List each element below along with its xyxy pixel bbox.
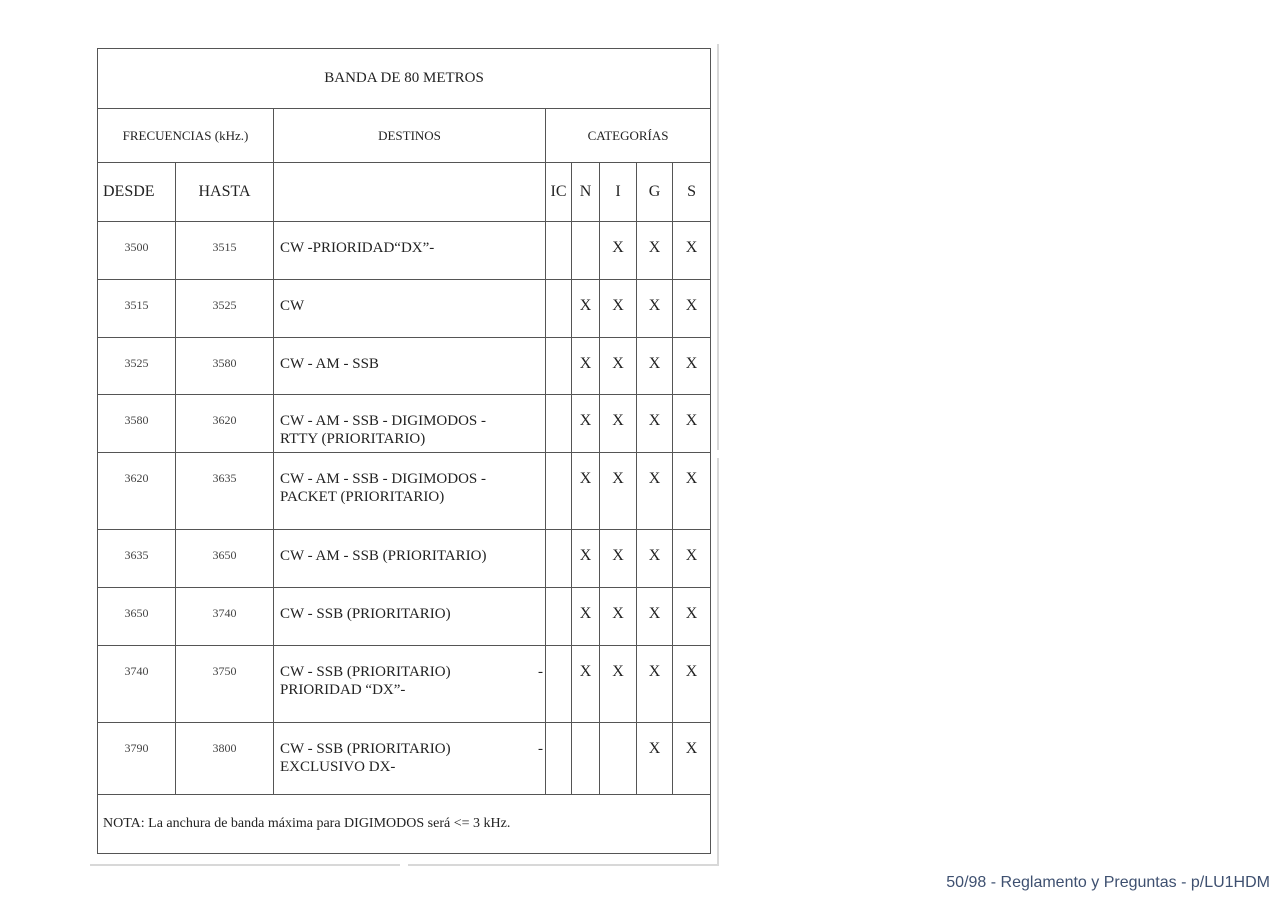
- category-s-mark: X: [673, 723, 711, 795]
- table-row: [98, 588, 711, 646]
- category-n-mark: X: [572, 395, 600, 453]
- table-row: [98, 280, 711, 338]
- trailing-dash: -: [538, 741, 543, 757]
- category-ic-mark: [546, 280, 572, 338]
- category-i-mark: X: [600, 280, 637, 338]
- frequency-to-cell: 3525: [176, 280, 274, 338]
- category-s-mark: X: [673, 530, 711, 588]
- category-g-mark: X: [637, 453, 673, 530]
- category-n-mark: X: [572, 530, 600, 588]
- title-row: [98, 49, 711, 109]
- from-column-header: DESDE: [98, 163, 176, 222]
- frequency-to-cell: 3515: [176, 222, 274, 280]
- category-s-mark: X: [673, 338, 711, 395]
- table-row: [98, 530, 711, 588]
- destination-cell: [274, 338, 546, 395]
- category-ic-mark: [546, 530, 572, 588]
- table-title: BANDA DE 80 METROS: [98, 49, 711, 109]
- category-g-mark: X: [637, 338, 673, 395]
- page-frame-edge: [717, 44, 719, 450]
- frequency-from-cell: 3740: [98, 646, 176, 723]
- category-n-mark: X: [572, 280, 600, 338]
- category-g-mark: X: [637, 588, 673, 646]
- destination-line: CW: [280, 298, 305, 314]
- destination-cell: [274, 588, 546, 646]
- destination-cell: [274, 646, 546, 723]
- destinations-column-header: [274, 163, 546, 222]
- frequency-from-cell: 3500: [98, 222, 176, 280]
- destination-line: CW - AM - SSB - DIGIMODOS -: [280, 413, 486, 429]
- frequency-from-cell: 3650: [98, 588, 176, 646]
- category-g-mark: X: [637, 395, 673, 453]
- category-s-mark: X: [673, 646, 711, 723]
- column-header-row: [98, 163, 711, 222]
- category-ic-mark: [546, 646, 572, 723]
- frequency-to-cell: 3580: [176, 338, 274, 395]
- category-ic-mark: [546, 723, 572, 795]
- category-ic-mark: [546, 222, 572, 280]
- table-row: [98, 395, 711, 453]
- destination-cell: [274, 723, 546, 795]
- category-ic-mark: [546, 588, 572, 646]
- table-row: [98, 338, 711, 395]
- category-i-mark: X: [600, 395, 637, 453]
- category-ic-mark: [546, 453, 572, 530]
- category-g-mark: X: [637, 646, 673, 723]
- page-frame-edge: [90, 864, 400, 866]
- frequency-to-cell: 3635: [176, 453, 274, 530]
- bandwidth-note: NOTA: La anchura de banda máxima para DIGIMODOS será <= 3 kHz.: [98, 795, 711, 854]
- destination-line: PRIORIDAD “DX”-: [280, 682, 406, 698]
- category-s-mark: X: [673, 280, 711, 338]
- category-i-mark: X: [600, 338, 637, 395]
- destination-line: PACKET (PRIORITARIO): [280, 489, 445, 505]
- category-g-mark: X: [637, 723, 673, 795]
- destination-line: EXCLUSIVO DX-: [280, 759, 396, 775]
- note-row: [98, 795, 711, 854]
- frequency-from-cell: 3580: [98, 395, 176, 453]
- table-row: [98, 723, 711, 795]
- category-ic-header: IC: [546, 163, 572, 222]
- category-g-header: G: [637, 163, 673, 222]
- destination-line: CW - SSB (PRIORITARIO): [280, 741, 451, 757]
- frequency-from-cell: 3620: [98, 453, 176, 530]
- frequency-from-cell: 3790: [98, 723, 176, 795]
- destination-cell: [274, 453, 546, 530]
- category-s-mark: X: [673, 453, 711, 530]
- table-row: [98, 222, 711, 280]
- category-g-mark: X: [637, 280, 673, 338]
- category-ic-mark: [546, 395, 572, 453]
- category-n-mark: X: [572, 646, 600, 723]
- frequency-to-cell: 3650: [176, 530, 274, 588]
- category-s-header: S: [673, 163, 711, 222]
- category-s-mark: X: [673, 222, 711, 280]
- category-n-mark: [572, 222, 600, 280]
- category-g-mark: X: [637, 530, 673, 588]
- page-frame-edge: [717, 458, 719, 866]
- category-s-mark: X: [673, 588, 711, 646]
- page-footer: 50/98 - Reglamento y Preguntas - p/LU1HDM: [946, 874, 1270, 891]
- page-frame-edge: [408, 864, 719, 866]
- frequency-to-cell: 3620: [176, 395, 274, 453]
- category-n-mark: X: [572, 453, 600, 530]
- category-i-mark: X: [600, 453, 637, 530]
- category-i-mark: [600, 723, 637, 795]
- destination-line: RTTY (PRIORITARIO): [280, 431, 426, 447]
- destination-line: CW - SSB (PRIORITARIO): [280, 664, 451, 680]
- table-row: [98, 453, 711, 530]
- destination-line: CW -PRIORIDAD“DX”-: [280, 240, 435, 256]
- destinations-header: DESTINOS: [274, 109, 546, 163]
- category-n-mark: [572, 723, 600, 795]
- frequency-to-cell: 3800: [176, 723, 274, 795]
- destination-cell: [274, 222, 546, 280]
- category-i-mark: X: [600, 222, 637, 280]
- table-row: [98, 646, 711, 723]
- category-n-mark: X: [572, 588, 600, 646]
- destination-cell: [274, 530, 546, 588]
- category-n-mark: X: [572, 338, 600, 395]
- category-s-mark: X: [673, 395, 711, 453]
- frequency-from-cell: 3515: [98, 280, 176, 338]
- category-n-header: N: [572, 163, 600, 222]
- frequency-to-cell: 3750: [176, 646, 274, 723]
- trailing-dash: -: [538, 664, 543, 680]
- frequencies-header: FRECUENCIAS (kHz.): [98, 109, 274, 163]
- band-allocation-table: [97, 48, 711, 854]
- category-i-header: I: [600, 163, 637, 222]
- category-i-mark: X: [600, 646, 637, 723]
- destination-cell: [274, 395, 546, 453]
- category-i-mark: X: [600, 530, 637, 588]
- group-header-row: [98, 109, 711, 163]
- destination-line: CW - AM - SSB: [280, 356, 379, 372]
- frequency-from-cell: 3635: [98, 530, 176, 588]
- categories-header: CATEGORÍAS: [546, 109, 711, 163]
- to-column-header: HASTA: [176, 163, 274, 222]
- category-ic-mark: [546, 338, 572, 395]
- destination-line: CW - SSB (PRIORITARIO): [280, 606, 451, 622]
- destination-cell: [274, 280, 546, 338]
- destination-line: CW - AM - SSB (PRIORITARIO): [280, 548, 487, 564]
- category-i-mark: X: [600, 588, 637, 646]
- frequency-from-cell: 3525: [98, 338, 176, 395]
- destination-line: CW - AM - SSB - DIGIMODOS -: [280, 471, 486, 487]
- frequency-to-cell: 3740: [176, 588, 274, 646]
- category-g-mark: X: [637, 222, 673, 280]
